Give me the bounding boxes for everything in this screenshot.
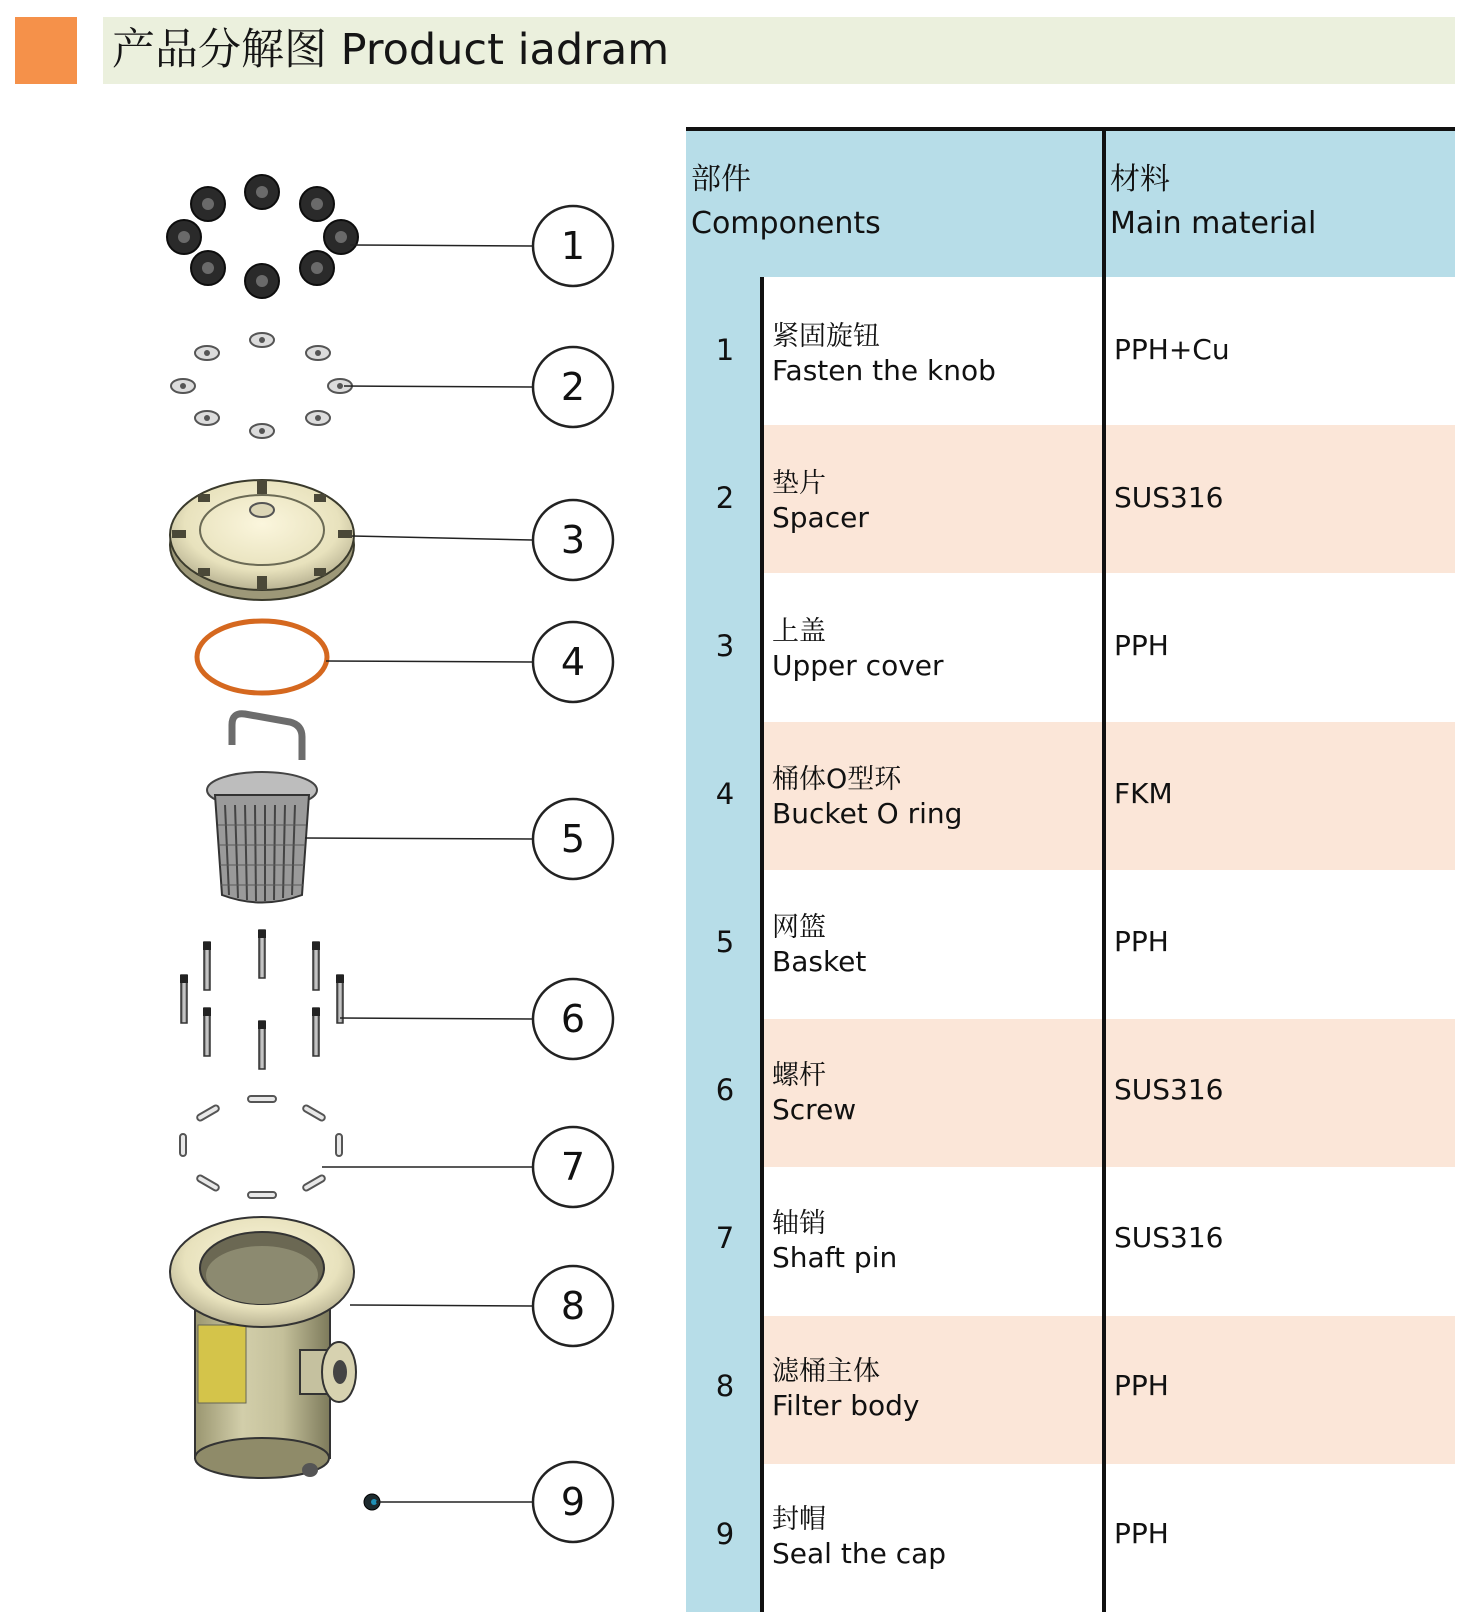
row-2-en: Spacer <box>772 501 869 534</box>
callout-4: 4 <box>560 640 586 684</box>
row-4-number: 4 <box>715 777 735 811</box>
row-6-number: 6 <box>715 1073 735 1107</box>
row-9-material: PPH <box>1114 1517 1169 1550</box>
row-2-material: SUS316 <box>1114 481 1224 514</box>
row-7-material: SUS316 <box>1114 1221 1224 1254</box>
row-1-cn: 紧固旋钮 <box>772 321 880 352</box>
row-3-cn: 上盖 <box>772 616 826 647</box>
row-5-number: 5 <box>715 925 735 959</box>
row-3-en: Upper cover <box>772 649 944 682</box>
row-8-cn: 滤桶主体 <box>772 1356 880 1387</box>
row-1-material: PPH+Cu <box>1114 333 1230 366</box>
callout-7: 7 <box>560 1145 586 1189</box>
callout-6: 6 <box>560 997 586 1041</box>
callout-9: 9 <box>560 1480 586 1524</box>
header-material-cn: 材料 <box>1110 162 1170 197</box>
row-9-number: 9 <box>715 1517 735 1551</box>
row-9-en: Seal the cap <box>772 1537 947 1570</box>
callout-3: 3 <box>560 518 586 562</box>
row-5-cn: 网篮 <box>772 912 826 943</box>
header-components-en: Components <box>691 206 881 241</box>
row-5-material: PPH <box>1114 925 1169 958</box>
row-9-cn: 封帽 <box>772 1504 826 1535</box>
column-divider <box>1102 131 1106 1612</box>
page-title: 产品分解图 Product iadram <box>112 25 670 75</box>
number-divider <box>760 277 764 1612</box>
callout-1: 1 <box>560 224 586 268</box>
row-6-cn: 螺杆 <box>772 1060 826 1091</box>
row-5-en: Basket <box>772 945 867 978</box>
row-8-number: 8 <box>715 1369 735 1403</box>
row-2-number: 2 <box>715 481 735 515</box>
callout-5: 5 <box>560 817 586 861</box>
row-6-material: SUS316 <box>1114 1073 1224 1106</box>
row-6-en: Screw <box>772 1093 857 1126</box>
row-3-number: 3 <box>715 629 735 663</box>
row-4-en: Bucket O ring <box>772 797 963 830</box>
row-1-number: 1 <box>715 333 735 367</box>
row-1-en: Fasten the knob <box>772 354 996 387</box>
row-4-cn: 桶体O型环 <box>772 764 902 795</box>
callout-2: 2 <box>560 365 586 409</box>
row-7-cn: 轴销 <box>772 1208 826 1239</box>
row-stripe-4 <box>764 722 1102 870</box>
row-7-number: 7 <box>715 1221 735 1255</box>
row-7-en: Shaft pin <box>772 1241 898 1274</box>
callout-8: 8 <box>560 1284 586 1328</box>
row-3-material: PPH <box>1114 629 1169 662</box>
row-8-material: PPH <box>1114 1369 1169 1402</box>
row-8-en: Filter body <box>772 1389 920 1422</box>
header-material-en: Main material <box>1110 206 1317 241</box>
row-4-material: FKM <box>1114 777 1173 810</box>
header-components-cn: 部件 <box>691 162 751 197</box>
row-2-cn: 垫片 <box>772 468 826 499</box>
